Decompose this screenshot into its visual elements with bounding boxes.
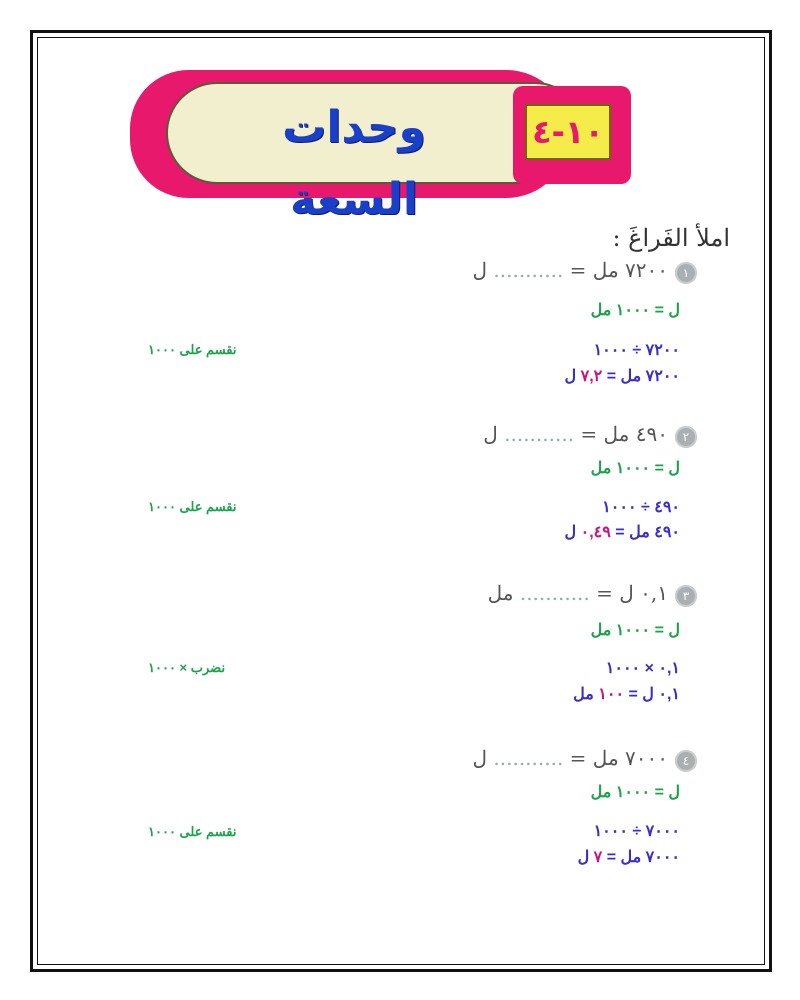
question-2-answer: [565, 522, 680, 542]
question-2-operation: ٤٩٠ ÷ ١٠٠٠: [602, 499, 680, 516]
question-3-answer: [573, 684, 680, 704]
question-4-answer-prefix: ٧٠٠٠ مل =: [602, 849, 680, 866]
instructions-heading: املأ الفَراغَ :: [612, 224, 730, 252]
question-1-answer-value: ٧,٢: [580, 368, 603, 385]
question-1-answer: [565, 366, 680, 386]
question-3-text: ٠,١ ل =: [589, 581, 668, 605]
question-3-note: نضرب × ١٠٠٠: [148, 660, 226, 675]
question-1-note: نقسم على ١٠٠٠: [148, 342, 237, 357]
question-2-answer-prefix: ٤٩٠ مل =: [610, 524, 680, 541]
question-2-note: نقسم على ١٠٠٠: [148, 499, 237, 514]
question-1-unit: ل: [472, 258, 494, 282]
question-1-operation: ٧٢٠٠ ÷ ١٠٠٠: [593, 342, 680, 359]
question-number-2: ٢: [675, 426, 697, 448]
question-number-3: ٣: [675, 585, 697, 607]
question-4-answer: [578, 847, 680, 867]
question-3-blank: ...........: [519, 581, 590, 605]
question-4-text: ٧٠٠٠ مل =: [563, 746, 668, 770]
question-1-text: ٧٢٠٠ مل =: [563, 258, 668, 282]
question-2-fact: ل = ١٠٠٠ مل: [590, 460, 680, 477]
question-1-prompt: [473, 258, 669, 282]
question-4-operation: ٧٠٠٠ ÷ ١٠٠٠: [593, 823, 680, 840]
question-2-answer-value: ٠,٤٩: [580, 524, 611, 541]
question-2-text: ٤٩٠ مل =: [574, 422, 668, 446]
lesson-number: ١٠-٤: [525, 104, 611, 160]
question-3-answer-unit: مل: [573, 686, 599, 703]
question-number-1: ١: [675, 262, 697, 284]
question-4-blank: ...........: [493, 746, 564, 770]
question-2-unit: ل: [483, 422, 505, 446]
question-2-blank: ...........: [504, 422, 575, 446]
question-1-fact: ل = ١٠٠٠ مل: [590, 302, 680, 319]
question-number-4: ٤: [675, 750, 697, 772]
question-3-answer-prefix: ٠,١ ل =: [624, 686, 680, 703]
question-3-answer-value: ١٠٠: [598, 686, 625, 703]
question-3-prompt: [488, 581, 668, 605]
question-3-unit: مل: [487, 581, 520, 605]
question-4-note: نقسم على ١٠٠٠: [148, 824, 237, 839]
question-4-answer-value: ٧: [593, 849, 603, 866]
question-4-fact: ل = ١٠٠٠ مل: [590, 784, 680, 801]
question-3-fact: ل = ١٠٠٠ مل: [590, 622, 680, 639]
question-2-prompt: [483, 422, 668, 446]
question-2-answer-unit: ل: [564, 524, 581, 541]
page-title: وحدات السعة: [282, 102, 426, 225]
question-1-answer-unit: ل: [564, 368, 581, 385]
question-1-blank: ...........: [493, 258, 564, 282]
question-4-answer-unit: ل: [577, 849, 594, 866]
question-1-answer-prefix: ٧٢٠٠ مل =: [602, 368, 680, 385]
question-4-unit: ل: [472, 746, 494, 770]
title-banner: [130, 70, 570, 225]
question-3-operation: ٠,١ × ١٠٠٠: [605, 660, 680, 677]
question-4-prompt: [473, 746, 669, 770]
